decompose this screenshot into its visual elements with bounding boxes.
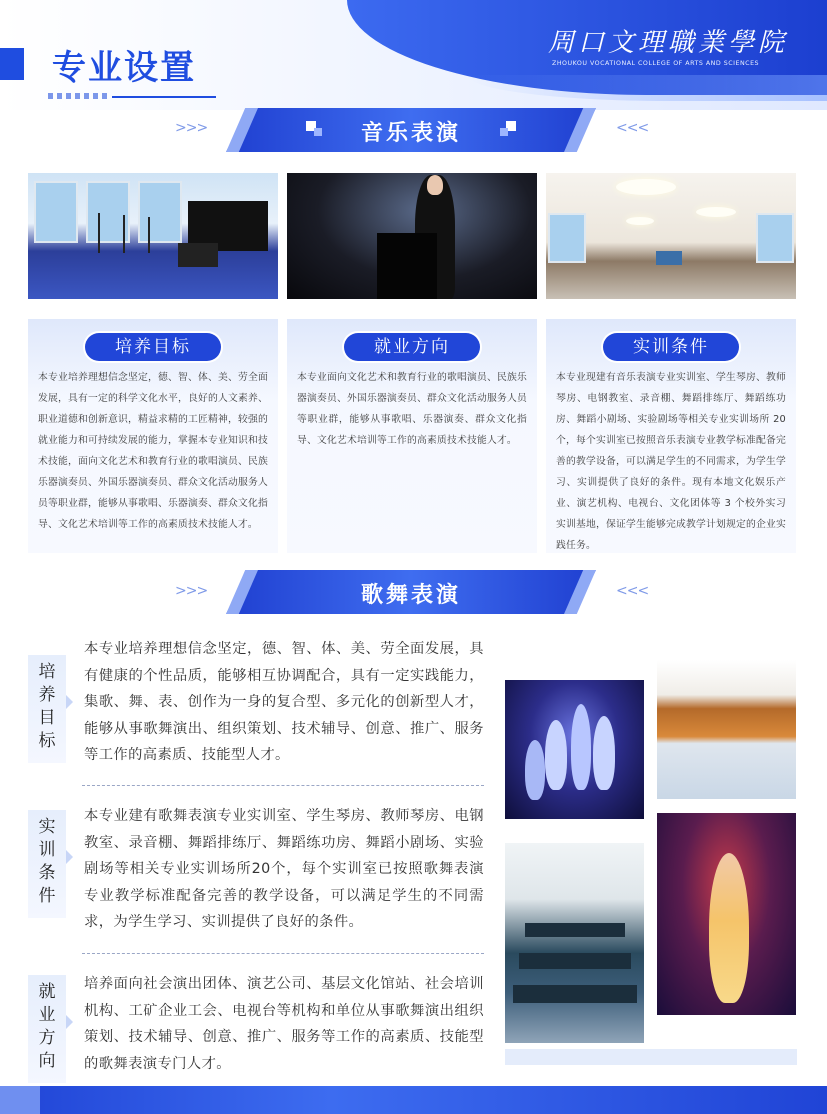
chevrons-right: <<< [616,120,649,136]
label-training-conditions [28,810,66,918]
card-heading: 实训条件 [603,333,739,361]
label-arrow [66,850,73,864]
footer-accent [0,1086,40,1114]
label-char: 标 [38,731,56,751]
window [548,213,586,263]
chevrons-left: >>> [175,120,208,136]
music-stand [148,217,150,253]
dancer [593,716,615,790]
paragraph-training-conditions: 本专业建有歌舞表演专业实训室、学生琴房、教师琴房、电钢教室、录音棚、舞蹈排练厅、舞蹈练功房、舞蹈小剧场、实验剧场等相关专业实训场所20个，每个实训室已按照歌舞表演专业教学标准配备完善的教学设备，可以满足学生的不同需求，为学生学习、实训提供了良好的条件。 [84,808,484,930]
photo-solo-dancer [657,813,796,1015]
label-char: 向 [38,1051,56,1071]
singer-face [427,175,443,195]
label-arrow [66,1015,73,1029]
card-body: 本专业现建有音乐表演专业实训室、学生琴房、教师琴房、电钢教室、录音棚、舞蹈排练厅、舞蹈练功房、舞蹈小剧场、实验剧场等相关专业实训场所 20 个，每个实训室已按照音乐表演专业教学标准配备完善的教学设备，可以满足学生的不同需求，为学生学习、实训提供了良好的条件。现有本地文化娱乐产业、演艺机构、电视台、文化团体等 3 个校外实习实训基地，保证学生能够完成教学计划规定的企业实践任务。 [556,372,786,551]
photo-piano-classroom [505,843,644,1043]
section-banner-dance [226,570,596,614]
dancer [545,720,567,790]
grand-piano [377,233,437,299]
dancer [525,740,545,800]
keyboard-row [513,985,637,1003]
label-char: 养 [38,685,56,705]
card-training-conditions [546,319,796,553]
solo-dancer [709,853,749,1003]
label-char: 件 [38,886,56,906]
photo-recital-performance [287,173,537,299]
label-char: 业 [38,1005,56,1025]
card-body: 本专业培养理想信念坚定，德、智、体、美、劳全面发展，具有一定的科学文化水平，良好的人文素养、职业道德和创新意识，精益求精的工匠精神，较强的就业能力和可持续发展的能力，掌握本专业知识和技术技能，面向文化艺术和教育行业的歌唱演员、民族乐器演奏员、外国乐器演奏员、群众文化活动服务人员等职业群，能够从事歌唱、乐器演奏、群众文化指导、文化艺术培训等工作的高素质技术技能人才。 [38,372,268,530]
photo-dance-studio [657,660,796,799]
label-employment [28,975,66,1083]
chevrons-right: <<< [616,583,649,599]
section-title-dance: 歌舞表演 [360,583,461,608]
card-body: 本专业面向文化艺术和教育行业的歌唱演员、民族乐器演奏员、外国乐器演奏员、群众文化活动服务人员等职业群，能够从事歌唱、乐器演奏、群众文化指导、文化艺术培训等工作的高素质技术技能人才。 [297,372,527,446]
page-title: 专业设置 [52,48,196,88]
title-dots [48,93,108,99]
label-char: 就 [38,982,56,1002]
window [138,181,182,243]
music-stand [98,213,100,253]
label-arrow [66,695,73,709]
label-char: 实 [38,817,56,837]
card-heading: 就业方向 [344,333,480,361]
label-char: 目 [38,708,56,728]
card-employment [287,319,537,553]
ceiling-lamp [626,217,654,225]
section-banner-music [226,108,596,152]
college-logo-english: ZHOUKOU VOCATIONAL COLLEGE OF ARTS AND SCIENCES [552,60,760,67]
footer-strip [505,1049,797,1065]
divider [82,953,484,954]
label-training-goal [28,655,66,763]
section-title-music: 音乐表演 [360,121,461,146]
label-char: 培 [38,662,56,682]
label-char: 条 [38,863,56,883]
label-char: 训 [38,840,56,860]
paragraph-training-goal: 本专业培养理想信念坚定，德、智、体、美、劳全面发展，具有健康的个性品质，能够相互协调配合，具有一定实践能力，集歌、舞、表、创作为一身的复合型、多元化的创新型人才，能够从事歌舞演出、组织策划、技术辅导、创意、推广、服务等工作的高素质、技能型人才。 [84,641,484,763]
photo-rehearsal-hall [546,173,796,299]
divider [82,785,484,786]
ceiling-lamp [616,179,676,195]
label-char: 方 [38,1028,56,1048]
piano-bench [178,243,218,267]
window [756,213,794,263]
keyboard-row [519,953,631,969]
footer-bar [0,1086,827,1114]
dancer [571,704,591,790]
screen [656,251,682,265]
keyboard-row [525,923,625,937]
title-underline [112,96,216,98]
ceiling-lamp [696,207,736,217]
window [34,181,78,243]
photo-group-dance [505,680,644,819]
photo-orchestra-room [28,173,278,299]
music-stand [123,215,125,253]
card-training-goal [28,319,278,553]
header-accent-block [0,48,24,80]
card-heading: 培养目标 [85,333,221,361]
chevrons-left: >>> [175,583,208,599]
college-logo-name: 周口文理職業學院 [548,28,789,58]
paragraph-employment: 培养面向社会演出团体、演艺公司、基层文化馆站、社会培训机构、工矿企业工会、电视台等机构和单位从事歌舞演出组织策划、技术辅导、创意、推广、服务等工作的高素质、技能型的歌舞表演专门人才。 [84,976,484,1072]
